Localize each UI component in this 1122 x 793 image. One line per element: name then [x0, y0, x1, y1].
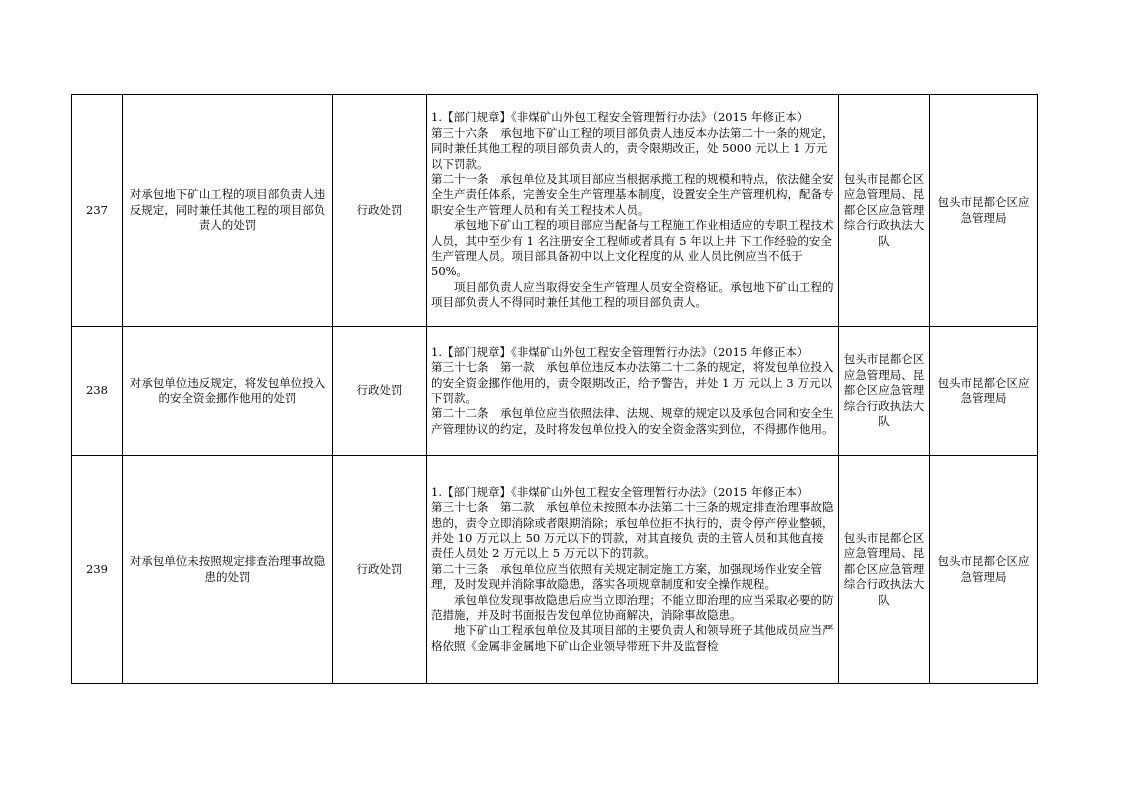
item-name: 对承包单位违反规定，将发包单位投入的安全资金挪作他用的处罚 [123, 327, 333, 456]
implementing-body: 包头市昆都仑区应急管理局、昆都仑区应急管理综合行政执法大队 [839, 456, 930, 684]
item-name: 对承包单位未按照规定排查治理事故隐患的处罚 [123, 456, 333, 684]
implementing-body: 包头市昆都仑区应急管理局、昆都仑区应急管理综合行政执法大队 [839, 327, 930, 456]
basis-paragraph: 第三十七条 第一款 承包单位违反本办法第二十二条的规定，将发包单位投入的安全资金挪作他用的，责令限期改正，给予警告，并处 1 万 元以上 3 万元以下罚款。 [431, 360, 834, 405]
basis-paragraph: 第三十六条 承包地下矿山工程的项目部负责人违反本办法第二十一条的规定，同时兼任其他工程的项目部负责人的，责令限期改正，处 5000 元以上 1 万元以下罚款。 [431, 125, 834, 171]
basis-paragraph: 第二十二条 承包单位应当依照法律、法规、规章的规定以及承包合同和安全生产管理协议的约定，及时将发包单位投入的安全资金落实到位，不得挪作他用。 [431, 406, 834, 436]
responsible-department: 包头市昆都仑区应急管理局 [930, 456, 1038, 684]
table-row [72, 456, 1038, 684]
basis-paragraph: 承包地下矿山工程的项目部应当配备与工程施工作业相适应的专职工程技术人员，其中至少有 1 名注册安全工程师或者具有 5 年以上井 下工作经验的安全生产管理人员。项目部具备初中以上文化程度的从 业人员比例应当不低于 50%。 [431, 218, 834, 279]
legal-basis-cell [427, 95, 839, 327]
implementing-body: 包头市昆都仑区应急管理局、昆都仑区应急管理综合行政执法大队 [839, 95, 930, 327]
legal-basis-cell [427, 456, 839, 684]
basis-paragraph: 1.【部门规章】《非煤矿山外包工程安全管理暂行办法》（2015 年修正本） [431, 484, 809, 499]
item-number: 237 [72, 95, 123, 327]
item-number: 238 [72, 327, 123, 456]
basis-paragraph: 1.【部门规章】《非煤矿山外包工程安全管理暂行办法》（2015 年修正本） [431, 344, 809, 359]
basis-paragraph: 第二十一条 承包单位及其项目部应当根据承揽工程的规模和特点，依法健全安全生产责任体系，完善安全生产管理基本制度，设置安全生产管理机构，配备专职安全生产管理人员和有关工程技术人员。 [431, 171, 834, 217]
basis-paragraph: 项目部负责人应当取得安全生产管理人员安全资格证。承包地下矿山工程的项目部负责人不得同时兼任其他工程的项目部负责人。 [431, 279, 834, 310]
power-list-table [71, 94, 1038, 684]
basis-paragraph: 第二十三条 承包单位应当依照有关规定制定施工方案，加强现场作业安全管理，及时发现并消除事故隐患，落实各项规章制度和安全操作规程。 [431, 561, 822, 592]
basis-paragraph: 1.【部门规章】《非煤矿山外包工程安全管理暂行办法》（2015 年修正本） [431, 110, 809, 125]
basis-paragraph: 承包单位发现事故隐患后应当立即治理；不能立即治理的应当采取必要的防范措施，并及时书面报告发包单位协商解决，消除事故隐患。 [431, 592, 834, 623]
responsible-department: 包头市昆都仑区应急管理局 [930, 95, 1038, 327]
basis-paragraph: 第三十七条 第二款 承包单位未按照本办法第二十三条的规定排查治理事故隐患的，责令立即消除或者限期消除；承包单位拒不执行的，责令停产停业整顿，并处 10 万元以上 50 万元以下的罚款，对其直接负 责的主管人员和其他直接责任人员处 2 万元以上 5 万元以下的罚款。 [431, 500, 834, 561]
item-name: 对承包地下矿山工程的项目部负责人违反规定，同时兼任其他工程的项目部负责人的处罚 [123, 95, 333, 327]
responsible-department: 包头市昆都仑区应急管理局 [930, 327, 1038, 456]
table-row [72, 95, 1038, 327]
table-row [72, 327, 1038, 456]
item-number: 239 [72, 456, 123, 684]
legal-basis-cell [427, 327, 839, 456]
item-category: 行政处罚 [333, 456, 427, 684]
item-category: 行政处罚 [333, 95, 427, 327]
item-category: 行政处罚 [333, 327, 427, 456]
basis-paragraph: 地下矿山工程承包单位及其项目部的主要负责人和领导班子其他成员应当严格依照《金属非金属地下矿山企业领导带班下井及监督检 [431, 623, 834, 653]
